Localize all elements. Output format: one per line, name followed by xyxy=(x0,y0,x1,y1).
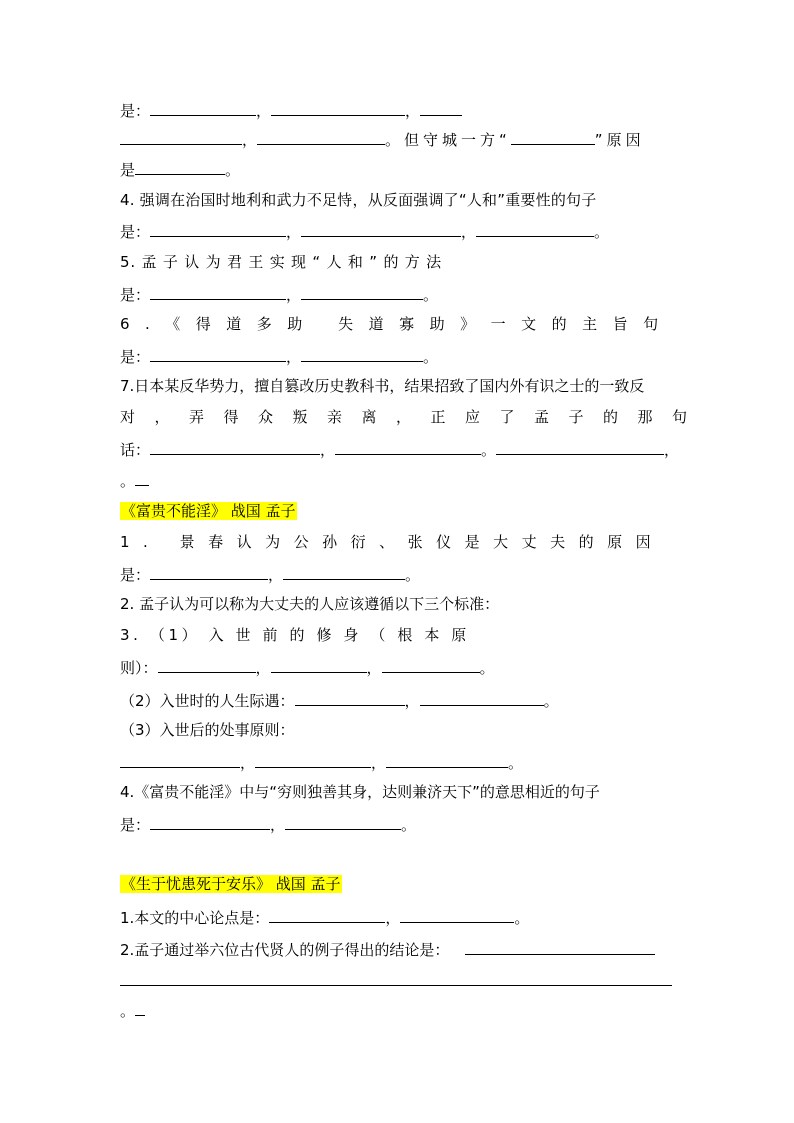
answer-blank[interactable] xyxy=(271,655,367,673)
answer-blank[interactable] xyxy=(285,812,401,830)
sec2-question-3-3: （3）入世后的处事原则： xyxy=(120,721,295,739)
question-4-answer: 是： ， ， 。 xyxy=(120,219,609,241)
sec3-question-2: 2.孟子通过举六位古代贤人的例子得出的结论是： xyxy=(120,937,655,959)
answer-blank[interactable] xyxy=(158,655,256,673)
line-1: 是： ， ， xyxy=(120,98,462,120)
answer-blank[interactable] xyxy=(135,998,145,1016)
answer-blank[interactable] xyxy=(120,127,242,145)
answer-blank[interactable] xyxy=(295,688,405,706)
answer-line[interactable] xyxy=(120,985,672,986)
line-2: ， 。但守城一方“ ”原因 xyxy=(120,127,645,149)
question-7-cont: 对，弄得众叛亲离，正应了孟子的那句 xyxy=(120,408,707,426)
answer-blank[interactable] xyxy=(301,219,461,237)
answer-blank[interactable] xyxy=(135,157,225,175)
sec3-question-2-end: 。 xyxy=(120,998,145,1020)
question-7-answer-end: 。 xyxy=(120,468,149,490)
question-7-answer: 话： ， 。 ， xyxy=(120,437,679,459)
answer-blank[interactable] xyxy=(150,219,286,237)
sec2-question-4-answer: 是： ， 。 xyxy=(120,812,416,834)
answer-blank[interactable] xyxy=(269,905,385,923)
answer-blank[interactable] xyxy=(420,98,462,116)
question-6-answer: 是： ， 。 xyxy=(120,344,438,366)
line-3: 是 。 xyxy=(120,157,240,179)
answer-blank[interactable] xyxy=(150,562,268,580)
answer-blank[interactable] xyxy=(271,98,405,116)
answer-blank[interactable] xyxy=(150,282,286,300)
answer-blank[interactable] xyxy=(150,344,286,362)
sec2-question-3-3-answer: ， ， 。 xyxy=(120,750,523,772)
question-4: 4. 强调在治国时地利和武力不足恃，从反面强调了“人和”重要性的句子 xyxy=(120,191,597,209)
answer-blank[interactable] xyxy=(476,219,594,237)
sec2-question-2: 2. 孟子认为可以称为大丈夫的人应该遵循以下三个标准： xyxy=(120,595,500,613)
answer-blank[interactable] xyxy=(120,750,240,768)
answer-blank[interactable] xyxy=(301,282,423,300)
answer-blank[interactable] xyxy=(511,127,595,145)
answer-blank[interactable] xyxy=(420,688,544,706)
answer-blank[interactable] xyxy=(257,127,385,145)
sec2-question-1-answer: 是： ， 。 xyxy=(120,562,420,584)
sec2-question-1: 1. 景春认为公孙衍、张仪是大丈夫的原因 xyxy=(120,533,665,551)
sec2-question-3-answer: 则）： ， ， 。 xyxy=(120,655,495,677)
question-7: 7.日本某反华势力，擅自篡改历史教科书，结果招致了国内外有识之士的一致反 xyxy=(120,377,645,395)
answer-blank[interactable] xyxy=(150,437,320,455)
answer-blank[interactable] xyxy=(301,344,423,362)
label: 是： xyxy=(120,102,151,120)
answer-blank[interactable] xyxy=(496,437,664,455)
answer-blank[interactable] xyxy=(255,750,371,768)
answer-blank[interactable] xyxy=(335,437,481,455)
sec2-question-4: 4.《富贵不能淫》中与“穷则独善其身，达则兼济天下”的意思相近的句子 xyxy=(120,783,600,801)
sec3-question-1: 1.本文的中心论点是： ， 。 xyxy=(120,905,529,927)
answer-blank[interactable] xyxy=(382,655,480,673)
answer-blank[interactable] xyxy=(135,468,149,486)
question-6: 6.《得道多助 失道寡助》一文的主旨句 xyxy=(120,315,674,333)
question-5: 5. 孟 子 认 为 君 王 实 现 “ 人 和 ” 的 方 法 xyxy=(120,253,442,271)
sec2-question-3: 3. （1） 入 世 前 的 修 身 （ 根 本 原 xyxy=(120,626,470,644)
section-title-shengyuyouhuan: 《生于忧患死于安乐》 战国 孟子 xyxy=(121,875,341,893)
answer-blank[interactable] xyxy=(150,98,256,116)
answer-blank[interactable] xyxy=(400,905,514,923)
question-5-answer: 是： ， 。 xyxy=(120,282,438,304)
section-title-fuguibunengyin: 《富贵不能淫》 战国 孟子 xyxy=(121,502,296,520)
answer-blank[interactable] xyxy=(386,750,508,768)
sec2-question-3-2: （2）入世时的人生际遇： ， 。 xyxy=(120,688,559,710)
answer-blank[interactable] xyxy=(150,812,270,830)
answer-blank[interactable] xyxy=(283,562,405,580)
answer-blank[interactable] xyxy=(465,937,655,955)
